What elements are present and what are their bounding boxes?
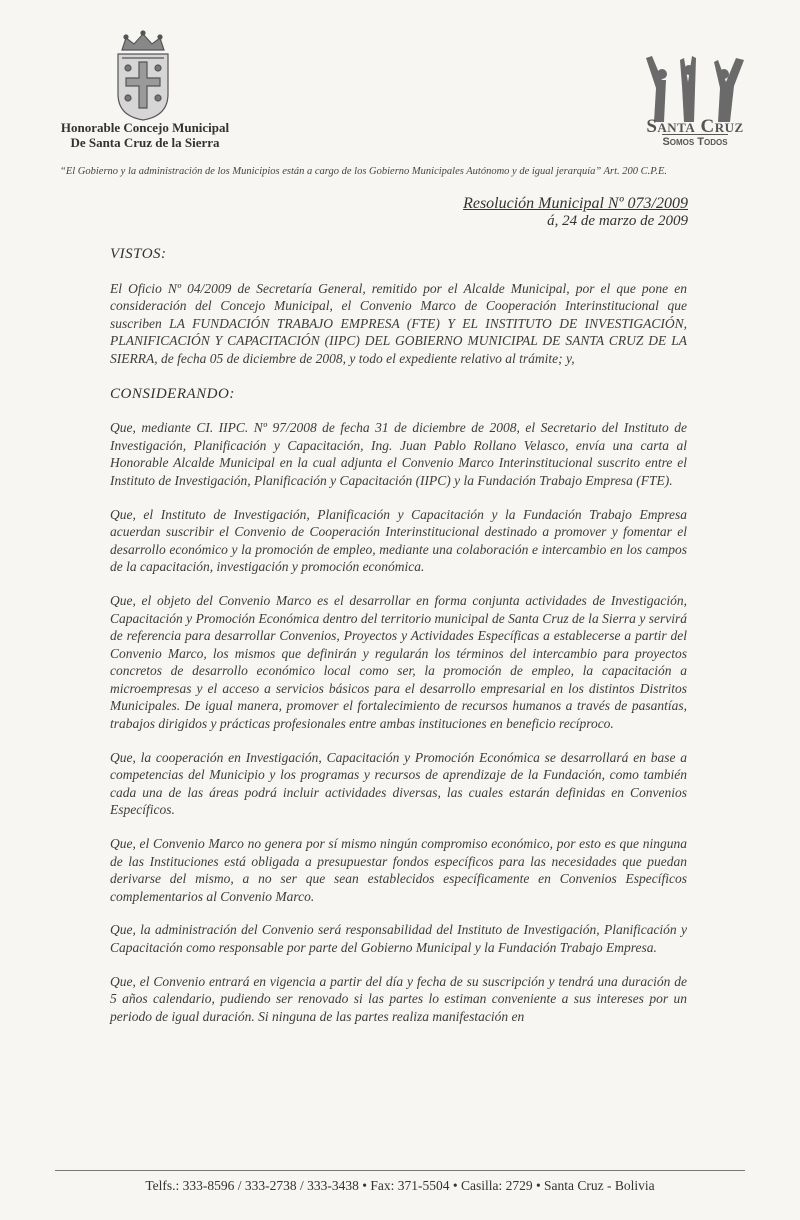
considerando-paragraph: Que, la cooperación en Investigación, Capacitación y Promoción Económica se desarrollará en base a competencias del Municipio y los programas y recursos de aprendizaje de la Fundación, como también cada una de las áreas podrá incluir actividades diversas, las cuales estarán definidas en Convenios Específicos. [110, 749, 687, 818]
tagline-text: Somos Todos [662, 136, 728, 148]
council-line1: Honorable Concejo Municipal [60, 120, 230, 135]
considerando-paragraph: Que, el Convenio entrará en vigencia a partir del día y fecha de su suscripción y tendrá una duración de 5 años calendario, pudiendo ser renovado si las partes lo estiman conveniente a sus intereses por un periodo de igual duración. Si ninguna de las partes realiza manifestación en [110, 973, 687, 1024]
motto-quote: “El Gobierno y la administración de los Municipios están a cargo de los Gobierno Municipales Autónomo y de igual jerarquía” Art. 200 C.P.E. [60, 166, 668, 177]
vistos-heading: VISTOS: [110, 246, 167, 262]
vistos-paragraph: El Oficio Nº 04/2009 de Secretaría General, remitido por el Alcalde Municipal, por el que pone en consideración del Concejo Municipal, el Convenio Marco de Cooperación Interinstitucional que suscriben LA FUNDACIÓN TRABAJO EMPRESA (FTE) Y EL INSTITUTO DE INVESTIGACIÓN, PLANIFICACIÓN Y CAPACITACIÓN (IIPC) DEL GOBIERNO MUNICIPAL DE SANTA CRUZ DE LA SIERRA, de fecha 05 de diciembre de 2008, y todo el expediente relativo al trámite; y, [110, 280, 687, 366]
considerando-paragraph: Que, el Instituto de Investigación, Planificación y Capacitación y la Fundación Trabajo Empresa acuerdan suscribir el Convenio de Cooperación Interinstitucional destinado a promover y fomentar el desarrollo económico y la promoción de empleo, mediante una colaboración e intercambio en los campos de la capacitación, investigación y promoción económica. [110, 506, 687, 575]
santa-cruz-figures-icon [640, 52, 752, 124]
considerando-heading: CONSIDERANDO: [110, 385, 235, 402]
council-name [40, 120, 250, 150]
considerando-paragraph: Que, el objeto del Convenio Marco es el desarrollar en forma conjunta actividades de Investigación, Capacitación y Promoción Económica dentro del territorio municipal de Santa Cruz de la Sierra y servirá de referencia para desarrollar Convenios, Proyectos y Actividades Específicas a establecerse a partir del Convenio Marco, los mismos que definirán y regularán los términos del intercambio para proyectos concretos de desarrollo económico local como ser, la promoción de empleo, la capacitación a microempresas y el acceso a servicios básicos para el desarrollo empresarial en los distintos Distritos Municipales. De igual manera, promover el fortalecimiento de recursos humanos a través de pasantías, trabajos dirigidos y prácticas profesionales entre ambas instituciones en beneficio recíproco. [110, 592, 687, 732]
considerando-paragraph: Que, mediante CI. IIPC. Nº 97/2008 de fecha 31 de diciembre de 2008, el Secretario del Instituto de Investigación, Planificación y Capacitación, Ing. Juan Pablo Rollano Velasco, envía una carta al Honorable Alcalde Municipal en la cual adjunta el Convenio Marco Interinstitucional suscrito entre el Instituto de Investigación, Planificación y Capacitación (IIPC) y la Fundación Trabajo Empresa (FTE). [110, 420, 687, 488]
footer-divider [55, 1170, 745, 1171]
document-body [110, 236, 687, 1025]
considerando-paragraph: Que, el Convenio Marco no genera por sí mismo ningún compromiso económico, por esto es que ninguna de las Instituciones está obligada a presupuestar fondos específicos para las necesidades que puedan derivarse del mismo, a no ser que sean establecidos específicamente en Convenios Específicos complementarios al Convenio Marco. [110, 836, 687, 904]
resolution-date: á, 24 de marzo de 2009 [547, 213, 688, 229]
considerando-paragraph: Que, la administración del Convenio será responsabilidad del Instituto de Investigación, Planificación y Capacitación como responsable por parte del Gobierno Municipal y la Fundación Trabajo Empresa. [110, 922, 687, 955]
resolution-title: Resolución Municipal Nº 073/2009 [463, 195, 688, 212]
santa-cruz-logo-text: Santa Cruz [646, 116, 744, 137]
coat-of-arms-icon [108, 28, 178, 124]
footer-contact: Telfs.: 333-8596 / 333-2738 / 333-3438 • Fax: 371-5504 • Casilla: 2729 • Santa Cruz - Bolivia [145, 1178, 655, 1193]
santa-cruz-tagline [620, 136, 770, 148]
council-line2: De Santa Cruz de la Sierra [70, 135, 220, 150]
